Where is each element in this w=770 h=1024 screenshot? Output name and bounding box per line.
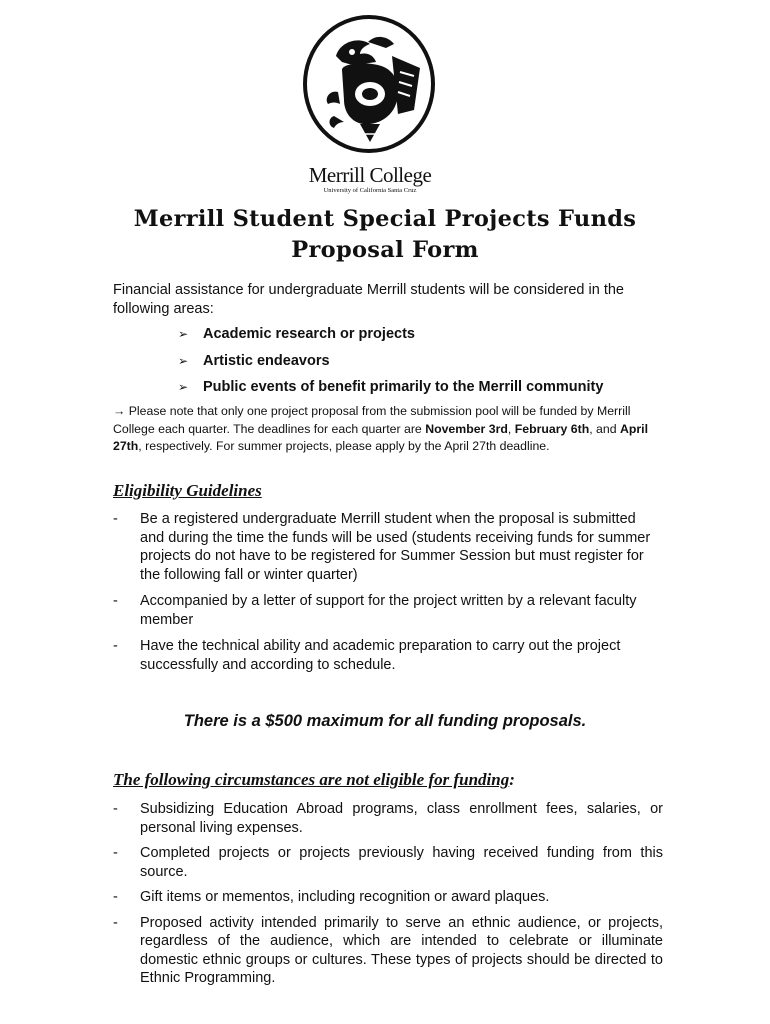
list-item bbox=[113, 800, 663, 837]
heading-colon: : bbox=[509, 770, 515, 789]
eligibility-item-text: Be a registered undergraduate Merrill student when the proposal is submitted and during the time the funds will be used (students receiving funds for summer projects do not have to be registered for Summer Session but must register for the following fall or winter quarter) bbox=[140, 511, 651, 583]
logo-college-name: Merrill College bbox=[308, 163, 432, 187]
area-label: Public events of benefit primarily to the Merrill community bbox=[203, 379, 604, 395]
deadline-note bbox=[113, 403, 673, 456]
arrow-bullet-icon: ➢ bbox=[178, 353, 189, 368]
ineligible-heading bbox=[113, 770, 515, 790]
page-title bbox=[60, 204, 710, 266]
ineligible-item-text: Subsidizing Education Abroad programs, class enrollment fees, salaries, or personal living expenses. bbox=[140, 801, 663, 836]
title-line-1: Merrill Student Special Projects Funds bbox=[133, 206, 637, 232]
list-item bbox=[113, 844, 663, 881]
eligibility-item-text: Have the technical ability and academic preparation to carry out the project successfully and according to schedule. bbox=[140, 638, 621, 673]
area-label: Academic research or projects bbox=[203, 326, 415, 342]
ineligible-item-text: Completed projects or projects previously having received funding from this source. bbox=[140, 845, 663, 880]
ineligible-heading-text: The following circumstances are not eligible for funding bbox=[113, 770, 510, 789]
list-item bbox=[113, 914, 663, 988]
ineligible-list bbox=[113, 800, 663, 988]
college-logo bbox=[300, 12, 440, 198]
deadline-february: February 6th bbox=[514, 421, 590, 436]
list-item bbox=[113, 637, 663, 674]
dash-bullet: - bbox=[113, 845, 118, 861]
list-item bbox=[178, 378, 603, 405]
eligibility-heading: Eligibility Guidelines bbox=[113, 481, 262, 500]
dash-bullet: - bbox=[113, 889, 118, 905]
ineligible-item-text: Gift items or mementos, including recognition or award plaques. bbox=[140, 889, 550, 905]
note-text-a: Please note that only one project proposal from the submission pool will be funded by Merrill College each quarter. The deadlines for each quarter are bbox=[113, 404, 631, 436]
intro-paragraph: Financial assistance for undergraduate Merrill students will be considered in the following areas: bbox=[113, 282, 624, 317]
arrow-bullet-icon: ➢ bbox=[178, 327, 189, 341]
dash-bullet: - bbox=[113, 914, 118, 931]
area-label: Artistic endeavors bbox=[203, 352, 330, 369]
list-item bbox=[113, 888, 663, 907]
note-separator-2: , and bbox=[589, 421, 620, 436]
list-item bbox=[178, 325, 603, 352]
arrow-right-icon: → bbox=[113, 404, 126, 418]
arrow-bullet-icon: ➢ bbox=[178, 380, 189, 394]
funding-areas-list bbox=[178, 325, 603, 405]
funding-maximum-notice: There is a $500 maximum for all funding proposals. bbox=[183, 712, 587, 730]
note-separator-1: , bbox=[507, 421, 515, 436]
ineligible-item-text: Proposed activity intended primarily to serve an ethnic audience, or projects, regardless of the audience, which are intended to celebrate or illuminate domestic ethnic groups or cultures. These types of projects should be directed to Ethnic Programming. bbox=[140, 914, 663, 986]
eligibility-item-text: Accompanied by a letter of support for the project written by a relevant faculty member bbox=[140, 593, 637, 628]
deadline-april: April 27th bbox=[113, 421, 649, 453]
list-item bbox=[113, 510, 663, 584]
dash-bullet: - bbox=[113, 511, 118, 527]
merrill-seal-icon bbox=[302, 14, 436, 154]
deadline-november: November 3rd bbox=[425, 421, 508, 436]
note-text-b: , respectively. For summer projects, please apply by the April 27th deadline. bbox=[138, 439, 550, 453]
list-item bbox=[113, 592, 663, 629]
dash-bullet: - bbox=[113, 593, 118, 609]
logo-university-name: University of California Santa Cruz bbox=[323, 187, 417, 194]
title-line-2: Proposal Form bbox=[291, 237, 479, 263]
dash-bullet: - bbox=[113, 801, 118, 817]
list-item bbox=[178, 352, 603, 379]
eligibility-list bbox=[113, 510, 663, 674]
dash-bullet: - bbox=[113, 638, 118, 654]
